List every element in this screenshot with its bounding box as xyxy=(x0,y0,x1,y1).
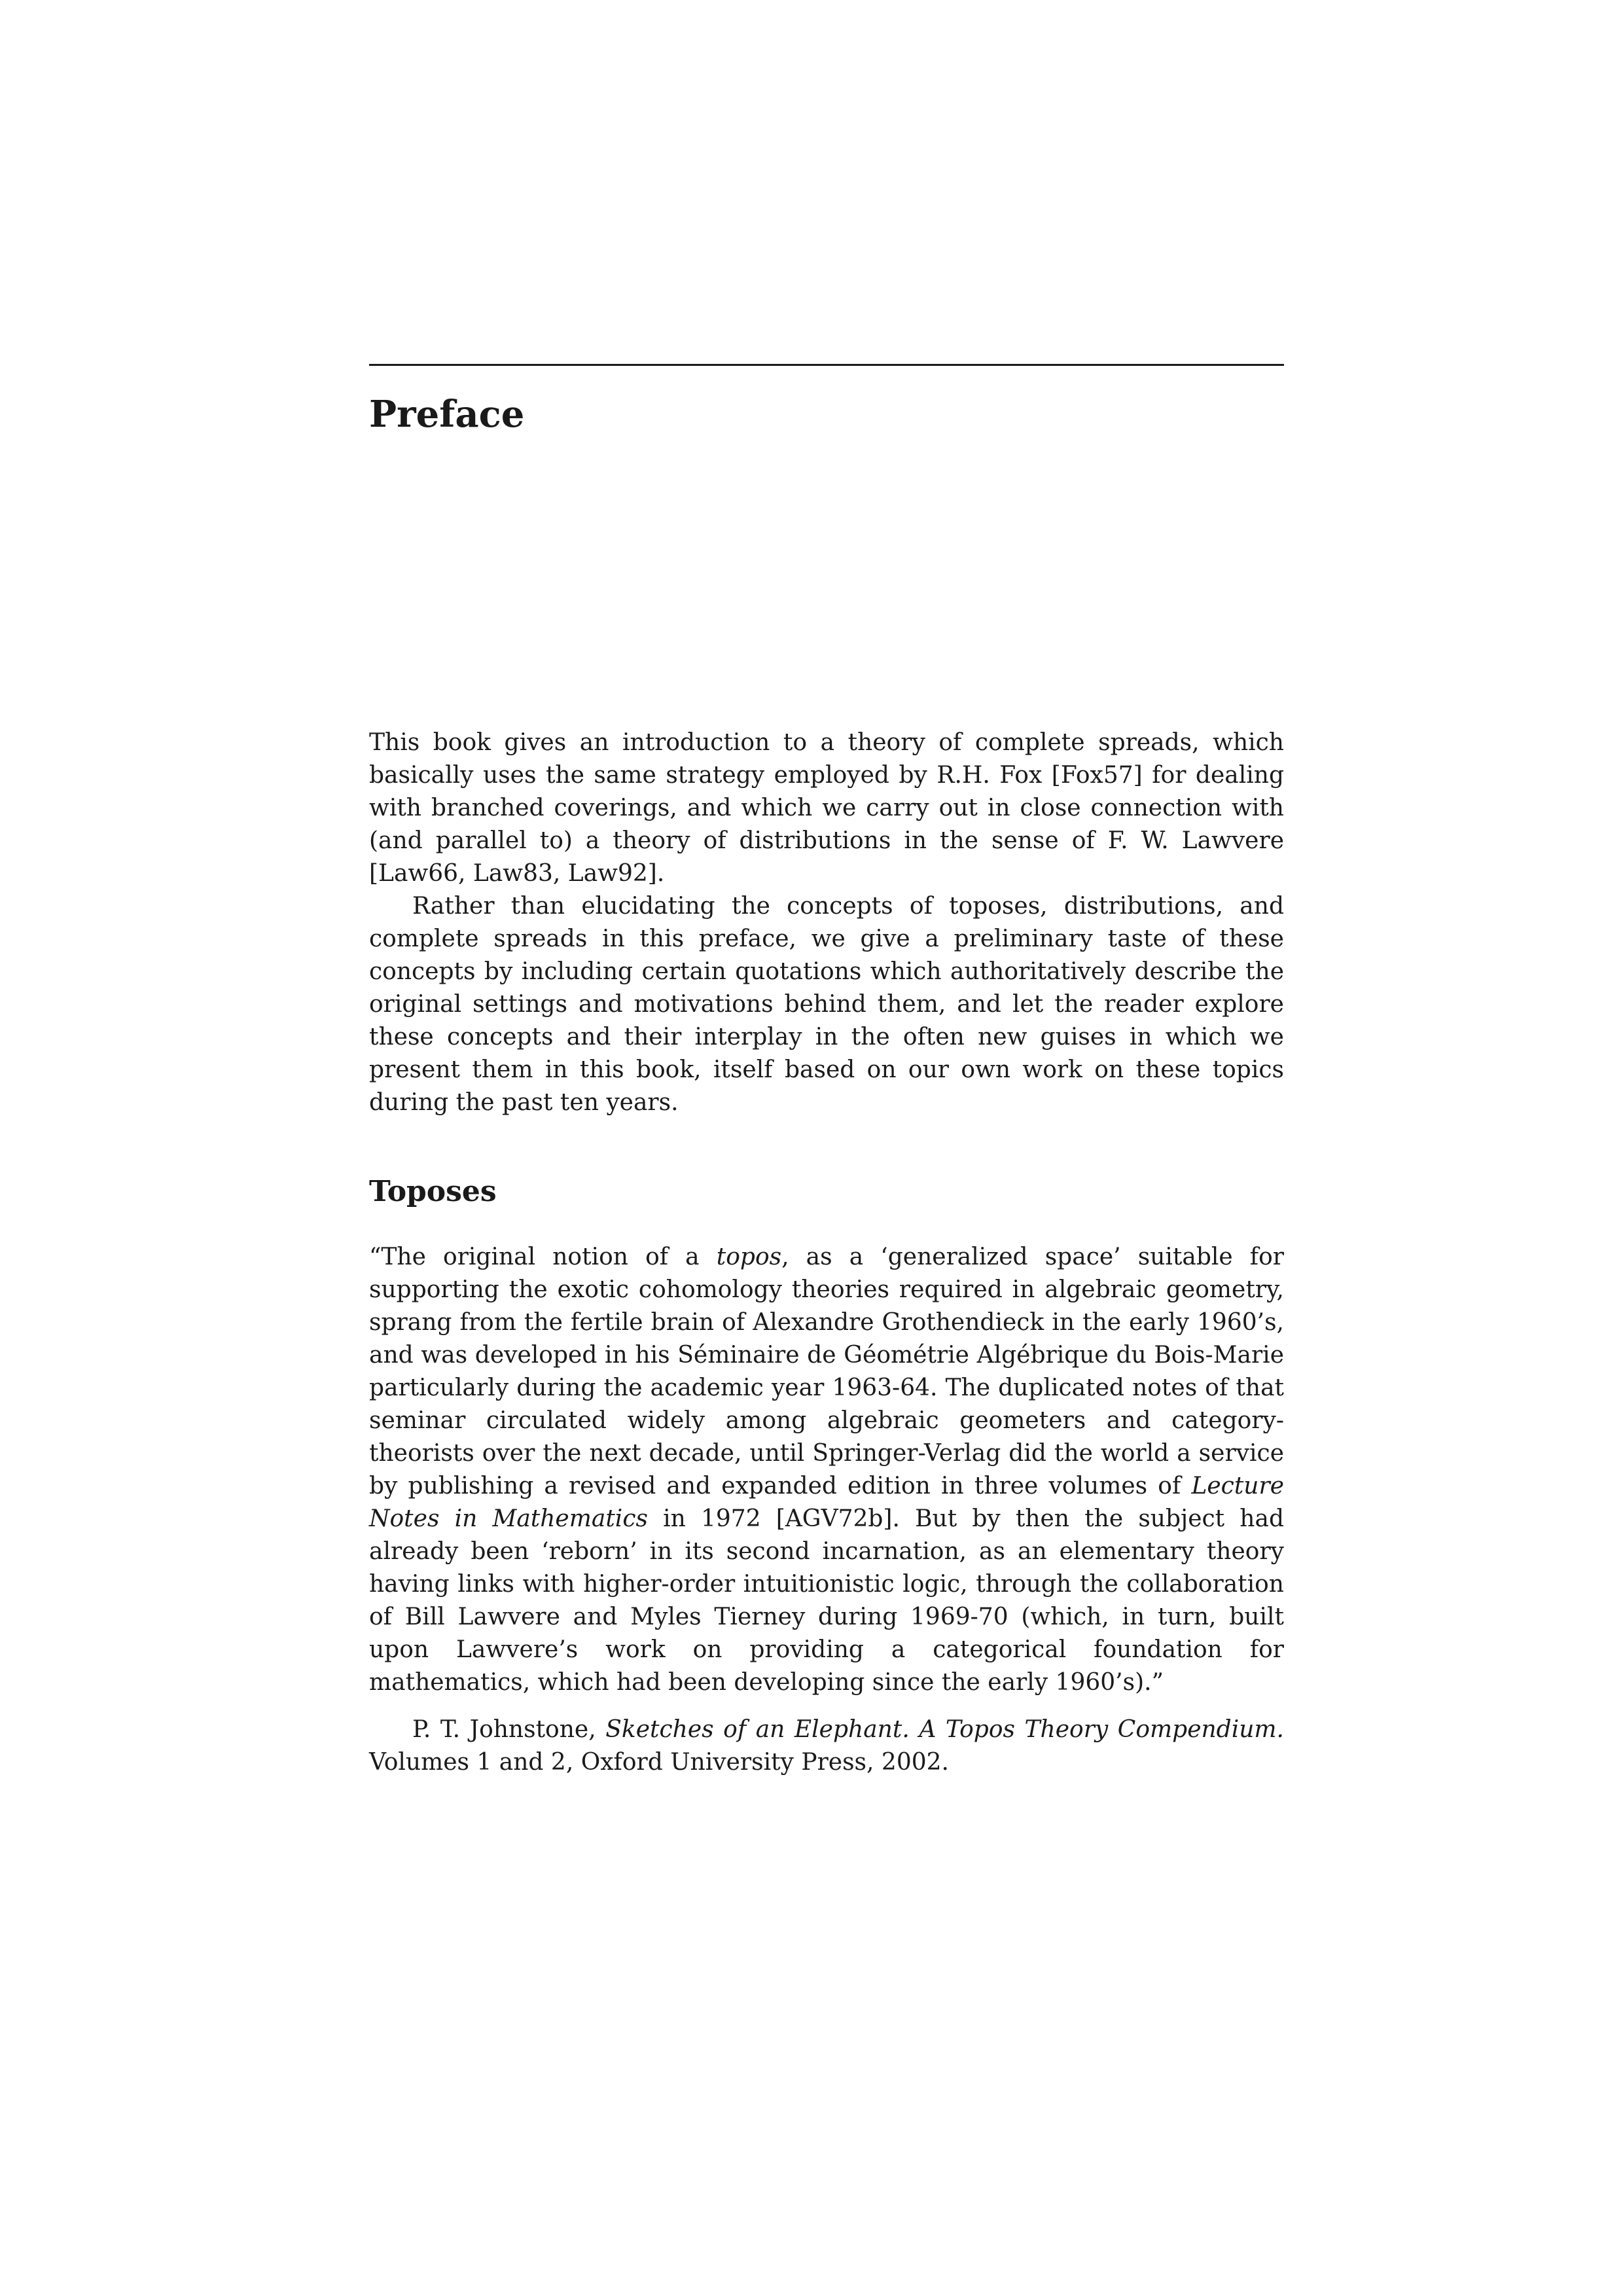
chapter-rule xyxy=(369,364,1284,366)
intro-text xyxy=(369,726,1284,1119)
section-title-toposes: Toposes xyxy=(369,1175,497,1208)
intro-paragraph-1: This book gives an introduction to a theory of complete spreads, which basically uses the same strategy employed by R.H. Fox [Fox57] for dealing with branched coverings, and which we carry out in close connection with (and parallel to) a theory of distributions in the sense of F. W. Lawvere [Law66, Law83, Law92]. xyxy=(369,729,1284,887)
toposes-section-text xyxy=(369,1241,1284,1779)
quote-part-3: in 1972 [AGV72b]. But by then the subject had already been ‘reborn’ in its second incarnation, as an elementary theory having links with higher-order intuitionistic logic, through the collaboration of Bill Lawvere and Myles Tierney during 1969-70 (which, in turn, built upon Lawvere’s work on providing a categorical foundation for mathematics, which had been developing since the early 1960’s).” xyxy=(369,1505,1284,1696)
grothendieck-quote xyxy=(369,1241,1284,1699)
citation-author: P. T. Johnstone, xyxy=(412,1716,606,1743)
quote-italic-topos: topos xyxy=(716,1244,782,1270)
quote-italic-lnm: Lecture Notes in Mathematics xyxy=(369,1473,1284,1532)
chapter-title: Preface xyxy=(369,393,525,436)
quote-part-2: , as a ‘generalized space’ suitable for supporting the exotic cohomology theories required in algebraic geometry, sprang from the fertile brain of Alexandre Grothendieck in the early 1960’s, and was developed in his Séminaire de Géométrie Algébrique du Bois-Marie particularly during the academic year 1963-64. The duplicated notes of that seminar circulated widely among algebraic geometers and category-theorists over the next decade, until Springer-Verlag did the world a service by publishing a revised and expanded edition in three volumes of xyxy=(369,1244,1285,1499)
quote-part-1: “The original notion of a xyxy=(369,1244,717,1270)
citation-title: Sketches of an Elephant. A Topos Theory Compendium. xyxy=(605,1716,1285,1743)
intro-paragraph-2: Rather than elucidating the concepts of toposes, distributions, and complete spreads in this preface, we give a preliminary taste of these concepts by including certain quotations which authoritatively describe the original settings and motivations behind them, and let the reader explore these concepts and their interplay in the often new guises in which we present them in this book, itself based on our own work on these topics during the past ten years. xyxy=(369,893,1284,1116)
citation-publisher: Volumes 1 and 2, Oxford University Press, 2002. xyxy=(369,1749,949,1776)
quote-citation xyxy=(369,1713,1284,1779)
